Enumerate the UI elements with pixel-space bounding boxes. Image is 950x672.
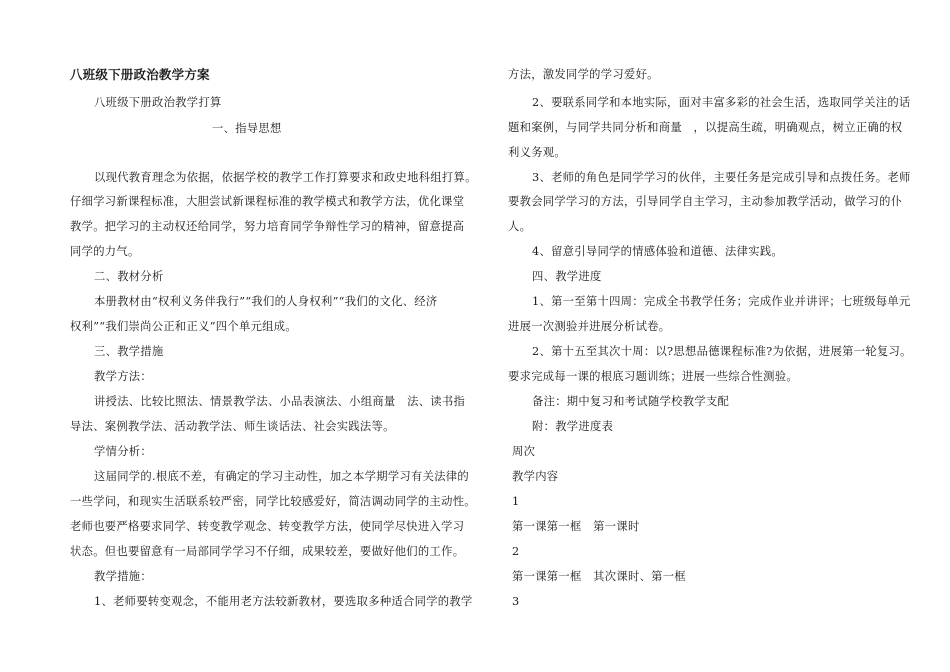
paragraph-line: 状态。但也要留意有一局部同学学习不仔细，成果较差，要做好他们的工作。: [70, 545, 465, 558]
paragraph-line: 同学的力气。: [70, 245, 140, 258]
paragraph-line: 要求完成每一课的根底习题训练；进展一些综合性测验。: [508, 370, 798, 383]
table-cell-week: 3: [512, 595, 520, 608]
paragraph-line: 题和案例，与同学共同分析和商量 ，以提高生疏，明确观点，树立正确的权: [508, 121, 903, 134]
paragraph-line: 一些学问，和现实生活联系较严密，同学比较感爱好，简洁调动同学的主动性。: [70, 495, 476, 508]
paragraph-line: 2、第十五至其次十周：以?思想品德课程标准?为依据，进展第一轮复习。: [532, 345, 912, 358]
paragraph-line: 要教会同学学习的方法，引导同学自主学习，主动参加教学活动，做学习的仆: [508, 195, 903, 208]
document-title: 八班级下册政治教学方案: [70, 67, 210, 82]
section-heading-measures: 三、教学措施: [94, 345, 164, 358]
note-line: 备注：期中复习和考试随学校教学支配: [532, 395, 730, 408]
table-cell-content: 第一课第一框 其次课时、第一框: [512, 570, 686, 583]
paragraph-line: 讲授法、比较比照法、情景教学法、小品表演法、小组商量 法、读书指: [94, 395, 466, 408]
paragraph-line: 以现代教育理念为依据，依据学校的教学工作打算要求和政史地科组打算。: [94, 171, 477, 184]
paragraph-line: 3、老师的角色是同学学习的伙伴，主要任务是完成引导和点拨任务。老师: [532, 171, 911, 184]
paragraph-line: 权利”“我们崇尚公正和正义”四个单元组成。: [70, 320, 297, 333]
paragraph-line: 这届同学的.根底不差，有确定的学习主动性，加之本学期学习有关法律的: [94, 470, 469, 483]
paragraph-line: 1、老师要转变观念，不能用老方法较新教材，要选取多种适合同学的教学: [94, 595, 473, 608]
subheading-student-analysis: 学情分析：: [94, 445, 152, 458]
section-heading-textbook: 二、教材分析: [94, 270, 164, 283]
table-cell-week: 2: [512, 545, 520, 558]
paragraph-line: 2、要联系同学和本地实际，面对丰富多彩的社会生活，选取同学关注的话: [532, 96, 911, 109]
subheading-methods: 教学方法：: [94, 370, 152, 383]
paragraph-line: 1、第一至第十四周：完成全书教学任务；完成作业并讲评；七班级每单元: [532, 295, 911, 308]
paragraph-line: 方法，激发同学的学习爱好。: [508, 68, 659, 81]
paragraph-line: 进展一次测验并进展分析试卷。: [508, 320, 671, 333]
paragraph-line: 4、留意引导同学的情感体验和道德、法律实践。: [532, 245, 784, 258]
plan-heading: 八班级下册政治教学打算: [94, 96, 222, 109]
paragraph-line: 老师也要严格要求同学、转变教学观念、转变教学方法，使同学尽快进入学习: [70, 520, 465, 533]
paragraph-line: 教学。把学习的主动权还给同学，努力培育同学争辩性学习的精神，留意提高: [70, 220, 465, 233]
table-cell-content: 第一课第一框 第一课时: [512, 520, 640, 533]
paragraph-line: 利义务观。: [508, 146, 566, 159]
table-header-week: 周次: [512, 445, 536, 458]
subheading-teaching-measures: 教学措施：: [94, 570, 152, 583]
section-heading-guiding: 一、指导思想: [212, 122, 282, 135]
paragraph-line: 仔细学习新课程标准，大胆尝试新课程标准的教学模式和教学方法，优化课堂: [70, 195, 465, 208]
table-cell-week: 1: [512, 495, 520, 508]
section-heading-progress: 四、教学进度: [532, 270, 602, 283]
appendix-line: 附：教学进度表: [532, 420, 614, 433]
table-header-content: 教学内容: [512, 470, 559, 483]
paragraph-line: 本册教材由“权利义务伴我行”“我们的人身权利”“我们的文化、经济: [94, 295, 438, 308]
paragraph-line: 人。: [508, 220, 532, 233]
paragraph-line: 导法、案例教学法、活动教学法、师生谈话法、社会实践法等。: [70, 420, 395, 433]
